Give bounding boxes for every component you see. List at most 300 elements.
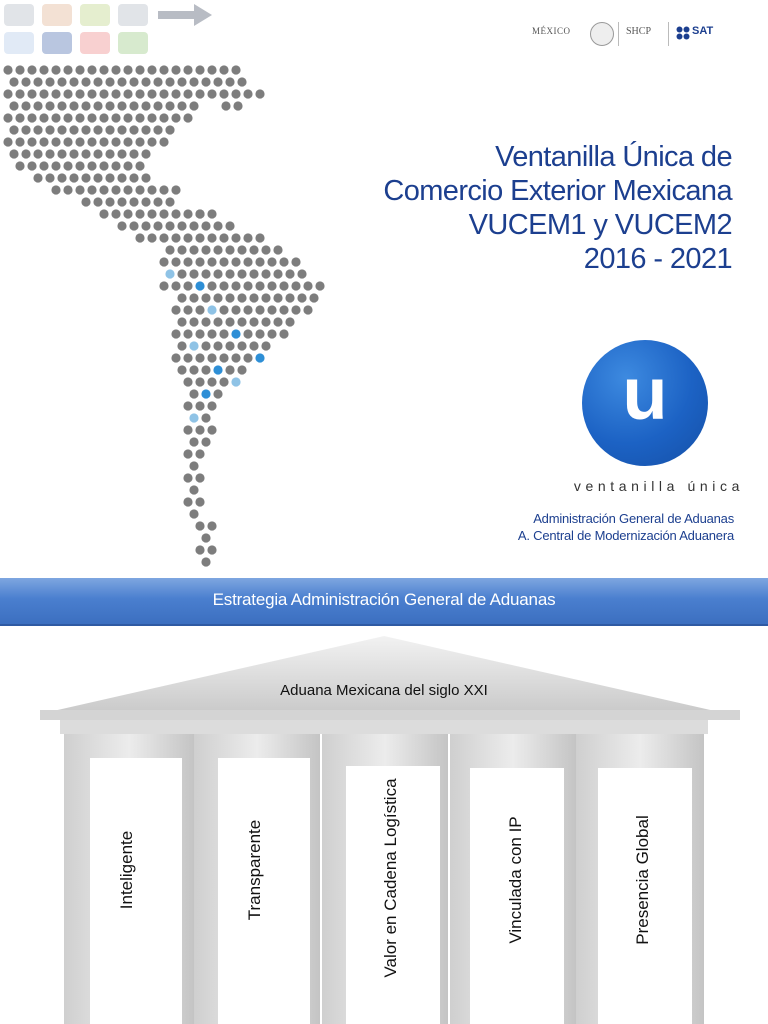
map-dot xyxy=(195,425,204,434)
map-dot xyxy=(171,257,180,266)
roof-label: Aduana Mexicana del siglo XXI xyxy=(280,682,488,699)
map-dot xyxy=(183,425,192,434)
map-dot xyxy=(57,101,66,110)
map-dot xyxy=(165,221,174,230)
map-dot xyxy=(21,125,30,134)
map-dot xyxy=(117,125,126,134)
map-dot xyxy=(201,413,210,422)
decorative-tiles xyxy=(0,0,220,60)
map-dot xyxy=(111,161,120,170)
map-dot xyxy=(99,137,108,146)
map-dot xyxy=(135,113,144,122)
map-dot xyxy=(201,341,210,350)
map-dot xyxy=(135,89,144,98)
map-dot xyxy=(75,161,84,170)
map-dot xyxy=(233,101,242,110)
map-dot xyxy=(171,233,180,242)
map-dot xyxy=(159,233,168,242)
arrow-right-icon xyxy=(158,4,212,26)
map-dot xyxy=(195,209,204,218)
map-dot xyxy=(159,257,168,266)
map-dot xyxy=(177,293,186,302)
map-dot xyxy=(159,281,168,290)
pillar-label: Presencia Global xyxy=(633,815,652,945)
map-dot xyxy=(183,305,192,314)
map-dot xyxy=(81,125,90,134)
map-dot xyxy=(177,77,186,86)
map-dot xyxy=(231,353,240,362)
map-dot xyxy=(111,65,120,74)
tile xyxy=(118,4,148,26)
pillar-label: Transparente xyxy=(245,819,264,921)
map-dot xyxy=(15,161,24,170)
map-dot xyxy=(135,185,144,194)
map-dot xyxy=(117,197,126,206)
map-dot xyxy=(243,281,252,290)
map-dot xyxy=(183,449,192,458)
map-dot xyxy=(63,65,72,74)
map-dot xyxy=(39,137,48,146)
map-dot xyxy=(255,89,264,98)
map-dot xyxy=(231,233,240,242)
government-logos xyxy=(528,20,768,50)
map-dot xyxy=(243,353,252,362)
map-dot xyxy=(207,281,216,290)
map-dot xyxy=(105,173,114,182)
map-dot xyxy=(87,113,96,122)
map-dot xyxy=(255,329,264,338)
map-dot xyxy=(207,401,216,410)
map-dot xyxy=(117,149,126,158)
map-dot xyxy=(75,65,84,74)
map-dot xyxy=(105,197,114,206)
map-dot xyxy=(237,245,246,254)
map-dot xyxy=(171,329,180,338)
map-dot xyxy=(213,221,222,230)
map-dot xyxy=(99,89,108,98)
americas-dot-map xyxy=(0,60,340,570)
map-dot xyxy=(57,125,66,134)
map-dot xyxy=(291,305,300,314)
map-dot xyxy=(165,245,174,254)
map-dot xyxy=(183,377,192,386)
map-dot xyxy=(183,89,192,98)
map-dot xyxy=(315,281,324,290)
column-capital xyxy=(190,720,324,734)
map-dot xyxy=(249,293,258,302)
map-dot xyxy=(33,125,42,134)
map-dot xyxy=(255,281,264,290)
tile xyxy=(118,32,148,54)
map-dot xyxy=(129,125,138,134)
map-dot xyxy=(183,281,192,290)
tile xyxy=(42,32,72,54)
map-dot xyxy=(63,113,72,122)
map-dot xyxy=(249,245,258,254)
map-dot xyxy=(195,473,204,482)
map-dot xyxy=(111,137,120,146)
map-dot xyxy=(87,137,96,146)
map-dot xyxy=(93,173,102,182)
map-dot xyxy=(69,173,78,182)
map-dot xyxy=(135,65,144,74)
map-dot xyxy=(195,281,204,290)
map-dot xyxy=(129,197,138,206)
map-dot xyxy=(81,101,90,110)
map-dot xyxy=(87,185,96,194)
map-dot xyxy=(99,65,108,74)
map-dot xyxy=(249,341,258,350)
map-dot xyxy=(201,365,210,374)
map-dot xyxy=(213,317,222,326)
map-dot xyxy=(237,269,246,278)
map-dot xyxy=(15,89,24,98)
map-dot xyxy=(45,101,54,110)
map-dot xyxy=(69,149,78,158)
map-dot xyxy=(105,149,114,158)
map-dot xyxy=(189,317,198,326)
map-dot xyxy=(207,521,216,530)
map-dot xyxy=(105,125,114,134)
map-dot xyxy=(81,173,90,182)
map-dot xyxy=(135,233,144,242)
map-dot xyxy=(189,341,198,350)
sat-logo-text: SAT xyxy=(692,25,714,37)
map-dot xyxy=(93,101,102,110)
map-dot xyxy=(75,89,84,98)
map-dot xyxy=(195,521,204,530)
pillar-label: Vinculada con IP xyxy=(506,816,525,944)
map-dot xyxy=(273,269,282,278)
map-dot xyxy=(15,137,24,146)
map-dot xyxy=(171,65,180,74)
map-dot xyxy=(285,269,294,278)
map-dot xyxy=(111,89,120,98)
map-dot xyxy=(45,173,54,182)
map-dot xyxy=(15,65,24,74)
map-dot xyxy=(153,77,162,86)
shcp-logo-text: SHCP xyxy=(626,26,652,37)
map-dot xyxy=(153,197,162,206)
map-dot xyxy=(33,149,42,158)
map-dot xyxy=(159,113,168,122)
map-dot xyxy=(207,65,216,74)
map-dot xyxy=(3,65,12,74)
map-dot xyxy=(99,161,108,170)
map-dot xyxy=(177,221,186,230)
map-dot xyxy=(195,305,204,314)
map-dot xyxy=(171,305,180,314)
map-dot xyxy=(189,413,198,422)
map-dot xyxy=(171,209,180,218)
map-dot xyxy=(75,113,84,122)
map-dot xyxy=(171,353,180,362)
map-dot xyxy=(243,233,252,242)
organization-line: A. Central de Modernización Aduanera xyxy=(517,528,734,543)
map-dot xyxy=(123,89,132,98)
temple-diagram xyxy=(0,630,768,1024)
map-dot xyxy=(207,425,216,434)
map-dot xyxy=(219,329,228,338)
map-dot xyxy=(231,89,240,98)
map-dot xyxy=(129,173,138,182)
map-dot xyxy=(45,149,54,158)
map-dot xyxy=(183,113,192,122)
map-dot xyxy=(9,77,18,86)
map-dot xyxy=(219,65,228,74)
map-dot xyxy=(147,89,156,98)
map-dot xyxy=(15,113,24,122)
map-dot xyxy=(225,341,234,350)
map-dot xyxy=(237,365,246,374)
map-dot xyxy=(207,329,216,338)
map-dot xyxy=(261,317,270,326)
map-dot xyxy=(183,401,192,410)
map-dot xyxy=(33,77,42,86)
map-dot xyxy=(189,437,198,446)
map-dot xyxy=(33,173,42,182)
map-dot xyxy=(231,281,240,290)
pillar-label: Valor en Cadena Logística xyxy=(381,778,400,978)
mexico-seal-icon xyxy=(590,22,614,46)
map-dot xyxy=(147,65,156,74)
map-dot xyxy=(93,149,102,158)
map-dot xyxy=(195,89,204,98)
map-dot xyxy=(183,233,192,242)
map-dot xyxy=(189,365,198,374)
map-dot xyxy=(219,377,228,386)
map-dot xyxy=(51,185,60,194)
map-dot xyxy=(243,329,252,338)
map-dot xyxy=(201,221,210,230)
map-dot xyxy=(123,65,132,74)
map-dot xyxy=(93,197,102,206)
map-dot xyxy=(267,329,276,338)
title-line: Ventanilla Única de xyxy=(495,141,732,173)
map-dot xyxy=(177,269,186,278)
map-dot xyxy=(135,161,144,170)
map-dot xyxy=(39,113,48,122)
map-dot xyxy=(231,329,240,338)
map-dot xyxy=(297,293,306,302)
map-dot xyxy=(177,365,186,374)
map-dot xyxy=(129,77,138,86)
map-dot xyxy=(189,461,198,470)
map-dot xyxy=(189,293,198,302)
map-dot xyxy=(261,245,270,254)
map-dot xyxy=(231,305,240,314)
map-dot xyxy=(249,317,258,326)
map-dot xyxy=(255,305,264,314)
map-dot xyxy=(237,77,246,86)
map-dot xyxy=(3,113,12,122)
map-dot xyxy=(141,173,150,182)
map-dot xyxy=(195,377,204,386)
map-dot xyxy=(165,125,174,134)
map-dot xyxy=(165,77,174,86)
sat-emblem-icon xyxy=(676,26,690,40)
map-dot xyxy=(225,221,234,230)
map-dot xyxy=(195,233,204,242)
map-dot xyxy=(9,125,18,134)
map-dot xyxy=(69,125,78,134)
map-dot xyxy=(195,65,204,74)
map-dot xyxy=(219,257,228,266)
map-dot xyxy=(9,101,18,110)
map-dot xyxy=(147,137,156,146)
map-dot xyxy=(165,269,174,278)
map-dot xyxy=(183,473,192,482)
map-dot xyxy=(57,173,66,182)
map-dot xyxy=(123,161,132,170)
map-dot xyxy=(213,269,222,278)
map-dot xyxy=(69,77,78,86)
map-dot xyxy=(3,89,12,98)
map-dot xyxy=(51,137,60,146)
map-dot xyxy=(309,293,318,302)
map-dot xyxy=(45,125,54,134)
map-dot xyxy=(75,137,84,146)
map-dot xyxy=(291,257,300,266)
map-dot xyxy=(201,269,210,278)
map-dot xyxy=(129,101,138,110)
map-dot xyxy=(195,329,204,338)
map-dot xyxy=(51,113,60,122)
map-dot xyxy=(201,389,210,398)
map-dot xyxy=(81,77,90,86)
map-dot xyxy=(141,101,150,110)
map-dot xyxy=(105,77,114,86)
map-dot xyxy=(219,305,228,314)
map-dot xyxy=(123,137,132,146)
map-dot xyxy=(213,389,222,398)
ventanilla-unica-logo xyxy=(582,340,708,466)
map-dot xyxy=(219,89,228,98)
column-capital xyxy=(446,720,580,734)
column-capital xyxy=(572,720,708,734)
organization-info xyxy=(518,510,734,544)
map-dot xyxy=(171,185,180,194)
map-dot xyxy=(165,101,174,110)
map-dot xyxy=(189,269,198,278)
map-dot xyxy=(201,533,210,542)
map-dot xyxy=(21,77,30,86)
map-dot xyxy=(219,281,228,290)
map-dot xyxy=(93,77,102,86)
temple-roof xyxy=(40,636,728,714)
map-dot xyxy=(207,233,216,242)
map-dot xyxy=(57,149,66,158)
map-dot xyxy=(141,125,150,134)
banner-text: Estrategia Administración General de Aduanas xyxy=(212,590,556,609)
map-dot xyxy=(87,161,96,170)
map-dot xyxy=(207,305,216,314)
logo-divider xyxy=(618,22,619,46)
map-dot xyxy=(147,185,156,194)
map-dot xyxy=(279,305,288,314)
map-dot xyxy=(177,317,186,326)
map-dot xyxy=(153,221,162,230)
map-dot xyxy=(207,545,216,554)
map-dot xyxy=(189,509,198,518)
map-dot xyxy=(9,149,18,158)
map-dot xyxy=(225,317,234,326)
map-dot xyxy=(273,317,282,326)
map-dot xyxy=(285,317,294,326)
map-dot xyxy=(213,293,222,302)
map-dot xyxy=(75,185,84,194)
title-line: Comercio Exterior Mexicana xyxy=(383,175,732,207)
map-dot xyxy=(189,101,198,110)
map-dot xyxy=(135,137,144,146)
map-dot xyxy=(147,233,156,242)
map-dot xyxy=(237,341,246,350)
map-dot xyxy=(147,209,156,218)
map-dot xyxy=(177,245,186,254)
map-dot xyxy=(117,77,126,86)
map-dot xyxy=(183,353,192,362)
map-dot xyxy=(237,293,246,302)
map-dot xyxy=(189,389,198,398)
map-dot xyxy=(279,329,288,338)
map-dot xyxy=(279,281,288,290)
map-dot xyxy=(207,353,216,362)
map-dot xyxy=(255,233,264,242)
map-dot xyxy=(201,245,210,254)
map-dot xyxy=(195,353,204,362)
map-dot xyxy=(123,209,132,218)
tile xyxy=(4,4,34,26)
brand-name: ventanilla única xyxy=(573,478,744,494)
map-dot xyxy=(279,257,288,266)
map-dot xyxy=(213,365,222,374)
map-dot xyxy=(231,257,240,266)
map-dot xyxy=(111,185,120,194)
map-dot xyxy=(63,161,72,170)
map-dot xyxy=(195,401,204,410)
map-dot xyxy=(219,233,228,242)
map-dot xyxy=(183,65,192,74)
map-dot xyxy=(183,497,192,506)
map-dot xyxy=(195,545,204,554)
map-dot xyxy=(51,89,60,98)
map-dot xyxy=(237,317,246,326)
map-dot xyxy=(195,257,204,266)
map-dot xyxy=(261,341,270,350)
map-dot xyxy=(249,269,258,278)
map-dot xyxy=(153,101,162,110)
title-line: VUCEM1 y VUCEM2 xyxy=(468,209,732,241)
mexico-logo-text: MÉXICO xyxy=(532,26,571,36)
map-dot xyxy=(81,149,90,158)
map-dot xyxy=(171,89,180,98)
map-dot xyxy=(111,113,120,122)
column-capital xyxy=(60,720,198,734)
map-dot xyxy=(21,149,30,158)
map-dot xyxy=(267,305,276,314)
map-dot xyxy=(27,113,36,122)
map-dot xyxy=(39,65,48,74)
logo-divider xyxy=(668,22,669,46)
map-dot xyxy=(159,65,168,74)
map-dot xyxy=(207,257,216,266)
map-dot xyxy=(129,149,138,158)
map-dot xyxy=(225,77,234,86)
map-dot xyxy=(207,89,216,98)
map-dot xyxy=(51,65,60,74)
map-dot xyxy=(261,293,270,302)
map-dot xyxy=(243,257,252,266)
